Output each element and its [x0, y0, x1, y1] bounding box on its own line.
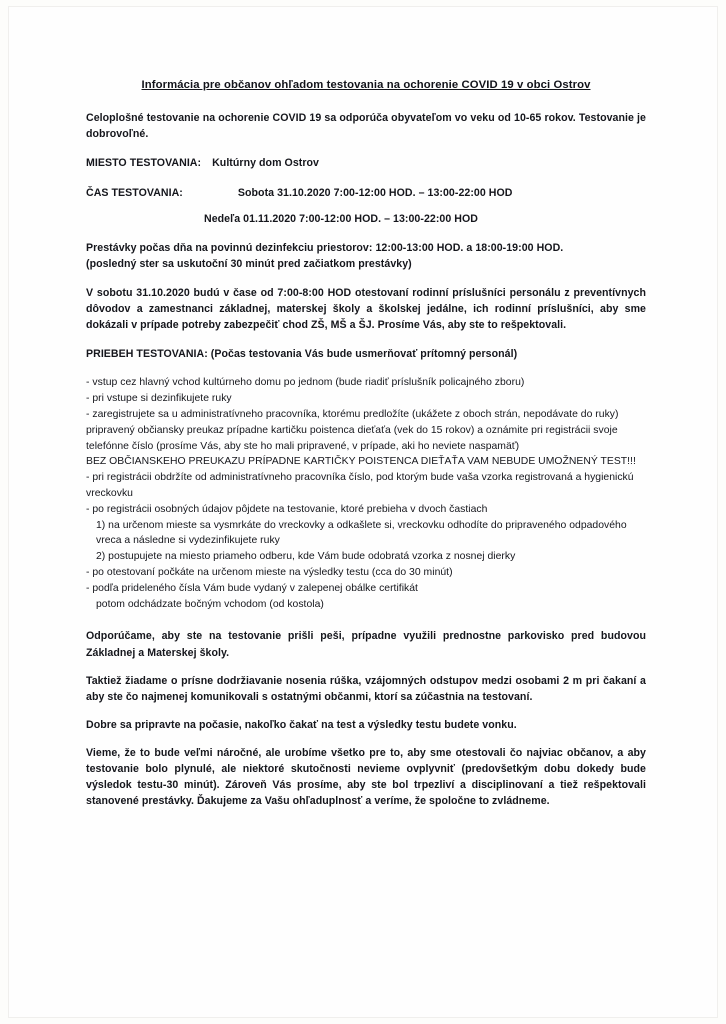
process-steps-list [86, 375, 646, 612]
list-item: 1) na určenom mieste sa vysmrkáte do vreckovky a odkašlete si, vreckovku odhodíte do pripraveného odpadového vreca a následne si vydezinfikujete ruky [96, 519, 627, 547]
list-item: - po registrácii osobných údajov pôjdete na testovanie, ktoré prebieha v dvoch častiach [86, 503, 488, 515]
intro-paragraph: Celoplošné testovanie na ochorenie COVID 19 sa odporúča obyvateľom vo veku od 10-65 rokov. Testovanie je dobrovoľné. [86, 112, 646, 141]
page-title: Informácia pre občanov ohľadom testovania na ochorenie COVID 19 v obci Ostrov [141, 79, 591, 91]
place-label: MIESTO TESTOVANIA: [86, 157, 202, 170]
closing-paragraph: Vieme, že to bude veľmi náročné, ale urobíme všetko pre to, aby sme otestovali čo najviac občanov, a aby testovanie bolo plynulé, ale niektoré skutočnosti nevieme ovplyvniť (predovšetkým dobu dokedy bude výsledok testu-30 minút). Zároveň Vás prosíme, aby ste bol trpezliví a disciplinovaní a tiež rešpektovali stanovené prestávky. Ďakujeme za Vašu ohľaduplnosť a veríme, že spoločne to zvládneme. [86, 746, 646, 808]
time-label: ČAS TESTOVANIA: [86, 186, 183, 199]
list-item: - pri registrácii obdržíte od administratívneho pracovníka číslo, pod ktorým bude vaša vzorka registrovaná a hygienickú vreckovku [86, 472, 634, 499]
list-item: - zaregistrujete sa u administratívneho pracovníka, ktorému predložíte (ukážete z oboch strán, nepodávate do ruky) pripravený občiansky preukaz prípadne kartičku poistenca dieťaťa (vek do 15 rokov) a oznámite pri registrácii svoje telefónne číslo (prosíme Vás, aby ste ho mali pripravené, v prípade, aki ho neviete naspamäť) [86, 408, 619, 452]
time-row-1 [86, 185, 646, 201]
closing-paragraph: Dobre sa pripravte na počasie, nakoľko čakať na test a výsledky testu budete vonku. [86, 718, 517, 731]
document-content [86, 78, 646, 821]
list-item: - po otestovaní počkáte na určenom mieste na výsledky testu (cca do 30 minút) [86, 567, 453, 579]
closing-paragraph: Odporúčame, aby ste na testovanie prišli peši, prípadne využili prednostne parkovisko pred budovou Základnej a Materskej školy. [86, 630, 646, 659]
time-value-sunday: Nedeľa 01.11.2020 7:00-12:00 HOD. – 13:00-22:00 HOD [204, 212, 478, 225]
closing-paragraph: Taktiež žiadame o prísne dodržiavanie nosenia rúška, vzájomných odstupov medzi osobami 2 m pri čakaní a aby ste čo najmenej komunikovali s ostatnými občanmi, ktorí sa zúčastnia na testovaní. [86, 674, 646, 703]
list-item: 2) postupujete na miesto priameho odberu, kde Vám bude odobratá vzorka z nosnej dierky [96, 551, 516, 563]
list-item: - vstup cez hlavný vchod kultúrneho domu po jednom (bude riadiť príslušník policajného zboru) [86, 377, 525, 389]
breaks-line-1: Prestávky počas dňa na povinnú dezinfekciu priestorov: 12:00-13:00 HOD. a 18:00-19:00 HOD. [86, 241, 564, 254]
list-item: potom odchádzate bočným vchodom (od kostola) [96, 598, 324, 610]
time-value-saturday: Sobota 31.10.2020 7:00-12:00 HOD. – 13:00-22:00 HOD [237, 186, 513, 199]
breaks-line-2: (posledný ster sa uskutoční 30 minút pred začiatkom prestávky) [86, 257, 412, 270]
list-item-warning: BEZ OBČIANSKEHO PREUKAZU PRÍPADNE KARTIČKY POISTENCA DIEŤAŤA VAM NEBUDE UMOŽNENÝ TEST!!! [86, 456, 636, 468]
list-item: - pri vstupe si dezinfikujete ruky [86, 393, 232, 405]
list-item: - podľa prideleného čísla Vám bude vydaný v zalepenej obálke certifikát [86, 582, 418, 594]
time-row-2 [86, 211, 646, 227]
paper-sheet [8, 6, 718, 1018]
process-heading: PRIEBEH TESTOVANIA: (Počas testovania Vás bude usmerňovať prítomný personál) [86, 348, 518, 361]
saturday-note: V sobotu 31.10.2020 budú v čase od 7:00-8:00 HOD otestovaní rodinní príslušníci personálu z preventívnych dôvodov a zamestnanci základnej, materskej školy a školskej jedálne, ich rodinní príslušníci, aby sme dokázali v prípade potreby zabezpečiť chod ZŠ, MŠ a ŠJ. Prosíme Vás, aby ste to rešpektovali. [86, 286, 646, 332]
place-row [86, 155, 646, 171]
spacer [86, 612, 646, 628]
place-value: Kultúrny dom Ostrov [212, 157, 319, 170]
